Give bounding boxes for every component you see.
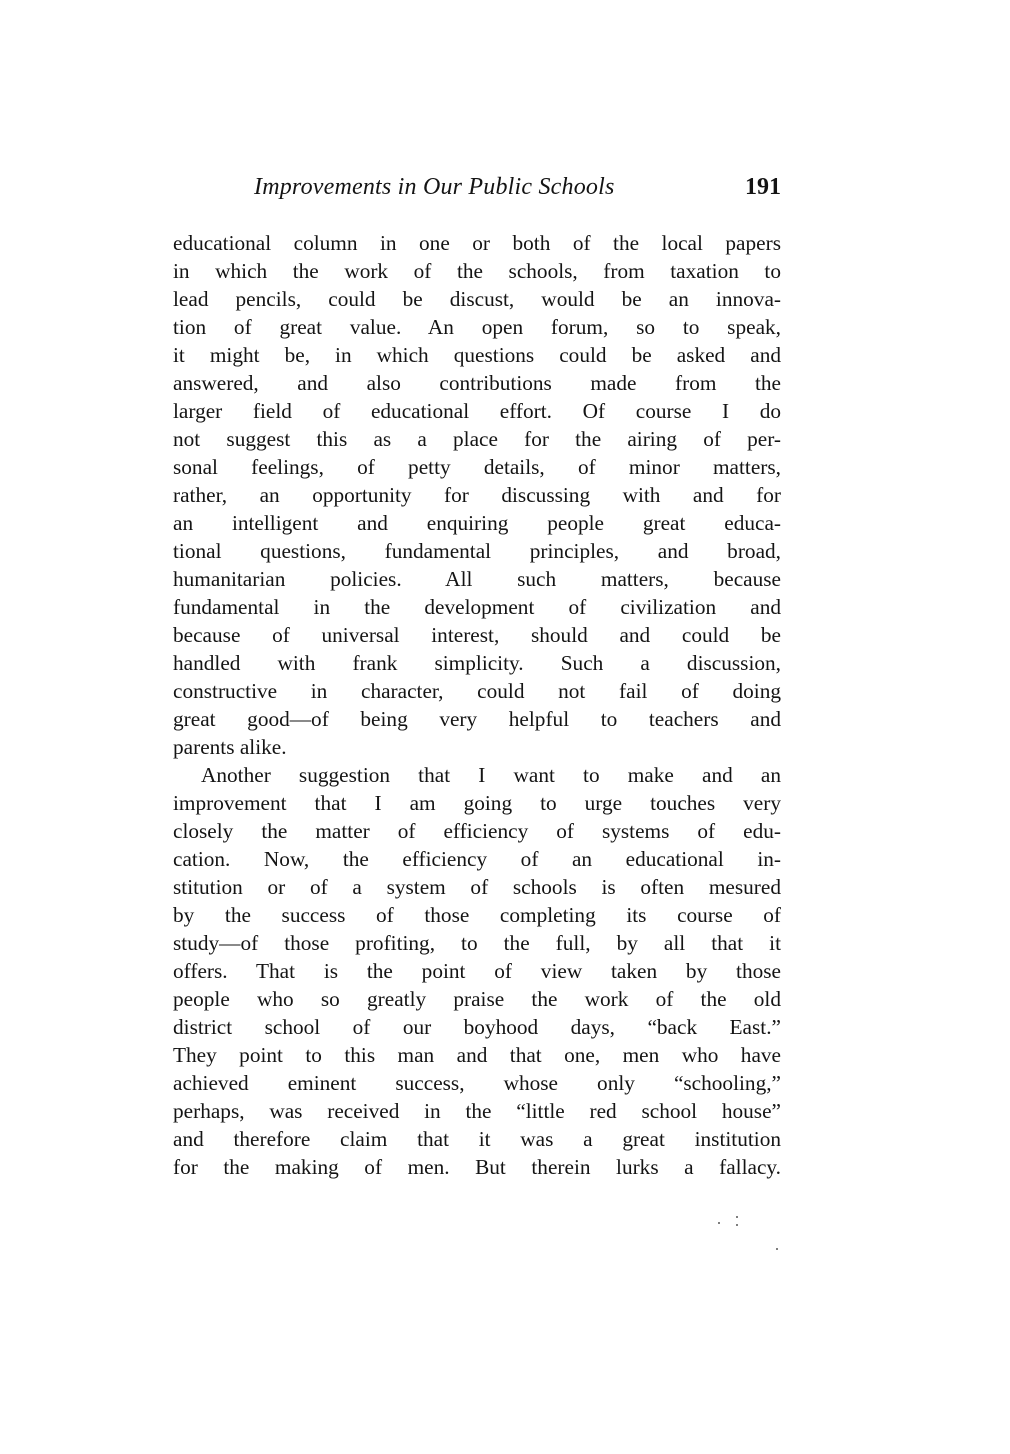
text-line: an intelligent and enquiring people great educa-	[173, 511, 781, 535]
text-line: Another suggestion that I want to make and an	[201, 763, 781, 787]
text-line: closely the matter of efficiency of systems of edu-	[173, 819, 781, 843]
scan-specks	[712, 1212, 782, 1252]
text-line: and therefore claim that it was a great institution	[173, 1127, 781, 1151]
text-line: not suggest this as a place for the airing of per-	[173, 427, 781, 451]
text-line: humanitarian policies. All such matters, because	[173, 567, 781, 591]
text-line: cation. Now, the efficiency of an educational in-	[173, 847, 781, 871]
text-line: people who so greatly praise the work of the old	[173, 987, 781, 1011]
text-line: because of universal interest, should and could be	[173, 623, 781, 647]
text-line: tion of great value. An open forum, so to speak,	[173, 315, 781, 339]
text-line: constructive in character, could not fail of doing	[173, 679, 781, 703]
scan-speck	[736, 1224, 738, 1226]
text-line: study—of those profiting, to the full, by all that it	[173, 931, 781, 955]
running-head	[176, 170, 783, 204]
text-line: offers. That is the point of view taken by those	[173, 959, 781, 983]
page-number: 191	[745, 174, 781, 200]
text-line: improvement that I am going to urge touches very	[173, 791, 781, 815]
scan-speck	[776, 1248, 778, 1250]
text-line: achieved eminent success, whose only “schooling,”	[173, 1071, 781, 1095]
text-line: it might be, in which questions could be asked and	[173, 343, 781, 367]
text-line: answered, and also contributions made from the	[173, 371, 781, 395]
text-line: great good—of being very helpful to teachers and	[173, 707, 781, 731]
text-line: sonal feelings, of petty details, of minor matters,	[173, 455, 781, 479]
text-line: for the making of men. But therein lurks a fallacy.	[173, 1155, 781, 1179]
body-text	[173, 229, 781, 1181]
text-line: district school of our boyhood days, “back East.”	[173, 1015, 781, 1039]
text-line: fundamental in the development of civilization and	[173, 595, 781, 619]
text-line: perhaps, was received in the “little red school house”	[173, 1099, 781, 1123]
text-line: lead pencils, could be discust, would be an innova-	[173, 287, 781, 311]
running-title: Improvements in Our Public Schools	[254, 174, 615, 200]
text-line: larger field of educational effort. Of course I do	[173, 399, 781, 423]
text-line: parents alike.	[173, 735, 287, 759]
paragraph-1	[173, 229, 781, 761]
text-line: educational column in one or both of the local papers	[173, 231, 781, 255]
scan-speck	[736, 1216, 738, 1218]
text-line: They point to this man and that one, men who have	[173, 1043, 781, 1067]
text-line: stitution or of a system of schools is often mesured	[173, 875, 781, 899]
text-line: by the success of those completing its course of	[173, 903, 781, 927]
scan-speck	[718, 1222, 720, 1224]
text-line: handled with frank simplicity. Such a discussion,	[173, 651, 781, 675]
text-line: rather, an opportunity for discussing with and for	[173, 483, 781, 507]
text-line: tional questions, fundamental principles, and broad,	[173, 539, 781, 563]
paragraph-2	[173, 761, 781, 1181]
text-line: in which the work of the schools, from taxation to	[173, 259, 781, 283]
